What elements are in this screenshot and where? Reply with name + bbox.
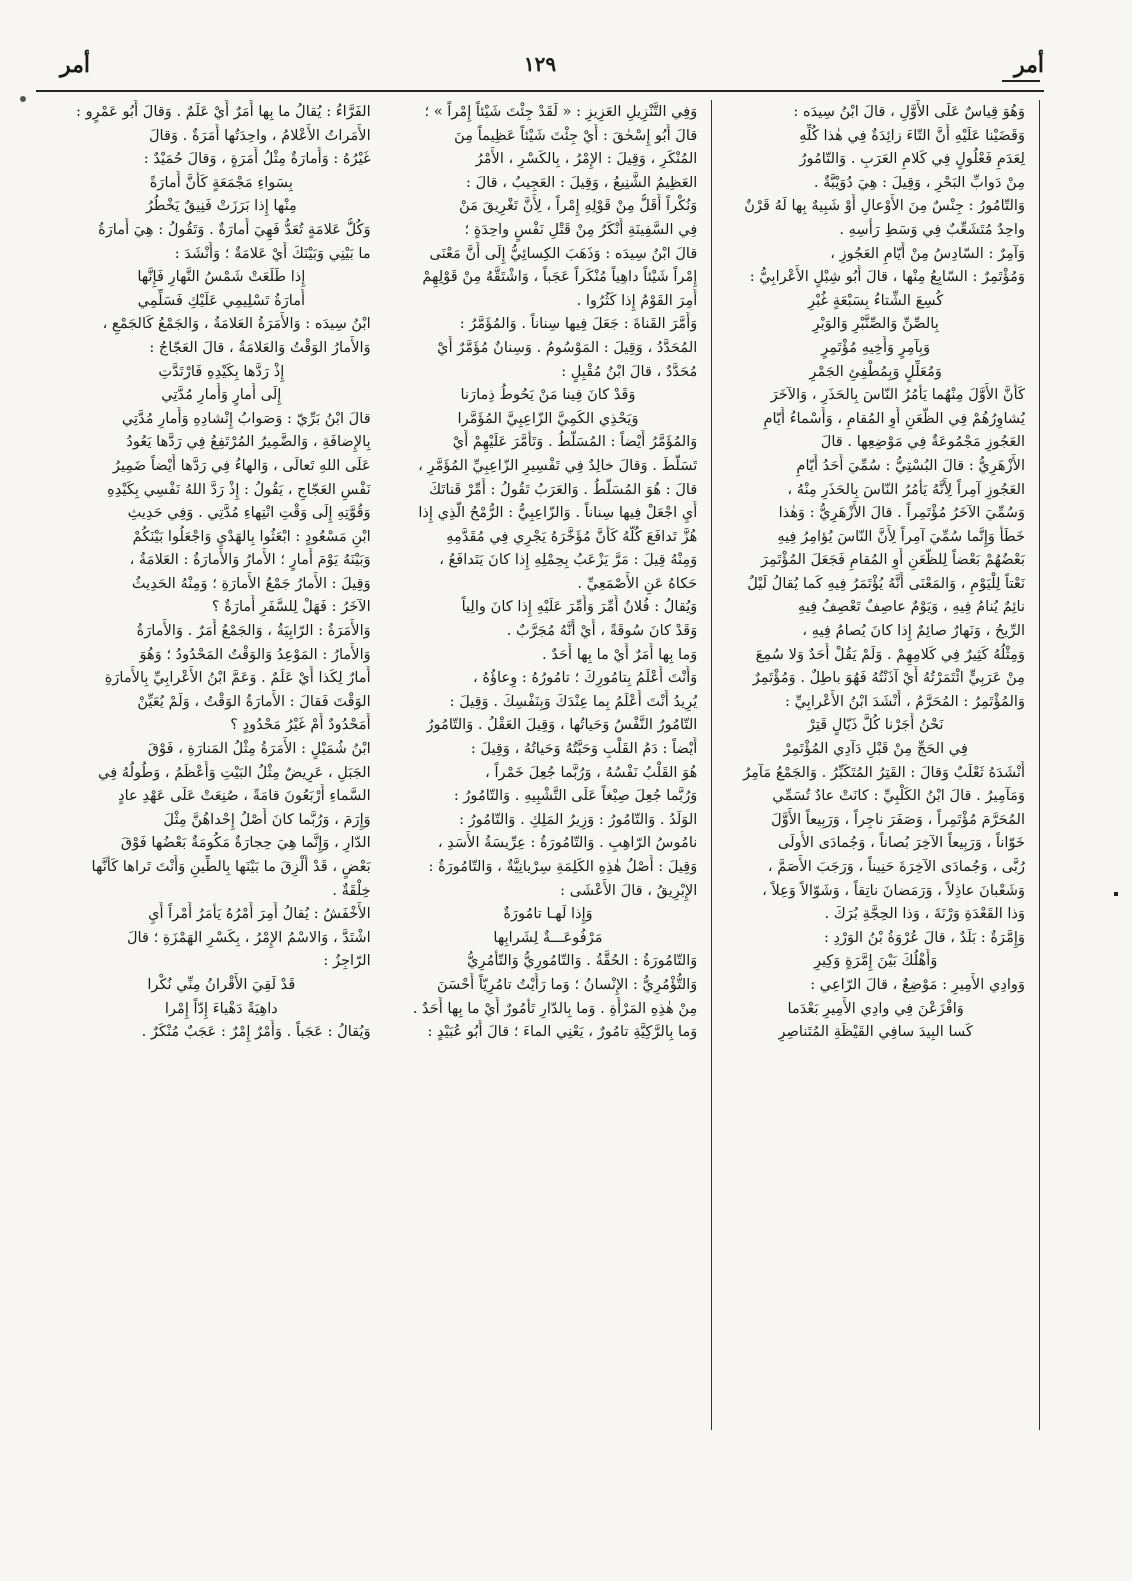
text-line: الآخَرُ : فَهَلْ لِلسَّفَرِ أَمارَةٌ ؟ xyxy=(211,598,371,616)
text-line: وَمِثْلُهُ كَثِيرٌ فِي كَلامِهِمْ . وَلَمْ يَقُلْ أَحَدٌ وَلا سُمِعَ xyxy=(755,645,1026,663)
verse-line: وَيَحْذِي الكَمِيَّ الزّاعِبِيَّ المُؤَمَّرا xyxy=(457,409,639,427)
text-line: نَعْتاً لِلْيَوْمِ ، وَالمَعْنَى أَنَّهُ يُؤْتَمَرُ فِيهِ كَما يُقالُ لَيْلٌ xyxy=(747,574,1026,592)
text-line: بِالإِضافَةِ ، وَالضَّمِيرُ المُرْتَفِعُ فِي رَدَّها يَعُودُ xyxy=(126,433,371,451)
text-line: الإِبْرِيقُ ، قالَ الأَعْشَى : xyxy=(560,881,698,899)
text-line: هُوَ القَلْبُ نَفْسُهُ ، وَرُبَّما جُعِلَ خَمْراً ، xyxy=(485,763,698,781)
text-line: وَوادِي الأَمِيرِ : مَوْضِعٌ ، قالَ الرّاعِي : xyxy=(810,975,1026,993)
text-line: وَيُقالُ : فُلانٌ أُمِّرَ وَأُمِّرَ عَلَيْهِ إِذا كانَ والِياً xyxy=(461,598,698,616)
text-line: وَالأَمارُ : المَوْعِدُ وَالوَقْتُ المَحْدُودُ ؛ وَهُوَ xyxy=(139,645,371,663)
text-line: وَالتّامُورُ : جِنْسٌ مِنَ الأَوْعالِ أَوْ شَبِيهٌ بِها لَهُ قَرْنٌ xyxy=(744,197,1026,215)
text-line: الفَرَّاءُ : يُقالُ ما بِها أَمَرٌ أَيْ عَلَمٌ . وَقالَ أَبُو عَمْرٍو : xyxy=(76,103,371,120)
text-line: وَأَنْتَ أَعْلَمُ بِتامُورِكَ ؛ تامُورُهُ : وِعاؤُهُ ، xyxy=(473,669,698,687)
text-line: الأَخْفَشُ : يُقالُ أَمِرَ أَمْرُهُ يَأْمَرُ أَمْراً أَيِ xyxy=(148,905,371,923)
text-line: الرِّيحُ ، وَنَهارٌ صائِمٌ إِذا كانَ يُصامُ فِيهِ ، xyxy=(802,622,1026,640)
verse-line: إِلَى أَمارٍ وَأَمارِ مُدَّتِي xyxy=(161,386,282,404)
verse-line: قَدْ لَقِيَ الأَقْرانُ مِنِّي نُكْرا xyxy=(147,975,296,993)
text-line: وَمِنْهُ قِيلَ : مَرَّ يَزْعَبُ بِحِمْلِهِ إِذا كانَ يَتَدافَعُ ، xyxy=(439,551,698,569)
text-line: فِي السَّفِينَةِ أَنْكَرُ مِنْ قَتْلِ نَفْسٍ واحِدَةٍ ؛ xyxy=(464,220,698,238)
text-line: ما بَيْنِي وَبَيْنَكَ أَيْ عَلامَةٌ ؛ وَأَنْشَدَ : xyxy=(174,244,371,262)
verse-line: وَمُعَلِّلٍ وَبِمُطْفِئِ الجَمْرِ xyxy=(809,362,942,380)
text-line: وَفِي التَّنْزِيلِ العَزِيزِ : « لَقَدْ جِئْتَ شَيْئاً إِمْراً » ؛ xyxy=(424,103,698,120)
text-line: بَعْضُهُمْ بَعْضاً لِلظَّعَنِ أَوِ المُقامِ فَجَعَلَ المُؤْتَمِرَ xyxy=(760,551,1026,569)
text-line: المُحَرَّمَ مُؤْتَمِراً ، وَصَفَرَ ناجِراً ، وَرَبِيعاً الأَوَّلَ xyxy=(771,810,1026,828)
text-line: يُرِيدُ أَنْتَ أَعْلَمُ بِما عِنْدَكَ وَبِنَفْسِكَ . وَقِيلَ : xyxy=(449,692,698,710)
text-line: وَأَمَّرَ القَناةَ : جَعَلَ فِيها سِناناً . وَالمُؤَمَّرُ : xyxy=(459,315,698,333)
text-line: واحِدٌ مُتَشَعِّبٌ فِي وَسَطِ رَأْسِهِ . xyxy=(839,220,1026,238)
text-line: وَإِمَّرَةٌ : بَلَدٌ ، قالَ عُرْوَةُ بْنُ الوَرْدِ : xyxy=(823,928,1026,946)
text-line: كَأَنَّ الأَوَّلَ مِنْهُما يَأْمُرُ النّاسَ بِالحَذَرِ ، وَالآخَرَ xyxy=(770,386,1026,404)
text-line: وَالأَمارُ الوَقْتُ وَالعَلامَةُ ، قالَ العَجّاجُ : xyxy=(149,338,371,356)
text-line: وَقَدْ كانَ سُوقَةً ، أَيْ أَنَّهُ مُجَرَّبٌ . xyxy=(506,622,698,640)
text-line: حَكاهُ عَنِ الأَصْمَعِيِّ . xyxy=(577,574,698,592)
text-line: تَسَلَّطَ . وَقالَ خالِدٌ فِي تَفْسِيرِ الزّاعِبِيِّ المُؤَمَّرِ ، xyxy=(418,456,698,474)
text-line: وَالمُؤَمَّرُ أَيْضاً : المُسَلَّطُ . وَتَأَمَّرَ عَلَيْهِمْ أَيْ xyxy=(452,433,698,451)
text-line: وَقِيلَ : أَصْلُ هٰذِهِ الكَلِمَةِ سِرْيانِيَّةٌ ، وَالتّامُورَةُ : xyxy=(428,858,698,875)
text-line: رُبَّى ، وَجُمادَى الآخِرَةَ حَنِيناً ، وَرَجَبَ الأَصَمَّ ، xyxy=(767,858,1026,875)
text-line: خَطَأٌ وَإِنَّما سُمِّيَ آمِراً لِأَنَّ النّاسَ يُؤامِرُ فِيهِ xyxy=(777,527,1026,545)
running-headword-right: أمر xyxy=(1013,52,1044,78)
verse-line: وَقَدْ كانَ فِينا مَنْ يَحُوطُ ذِمارَنا xyxy=(460,386,636,404)
text-line: وَبَيْنَهُ يَوْمَ أَمارٍ ؛ الأَمارُ وَالأَمارَةُ : العَلامَةُ ، xyxy=(129,551,371,569)
verse-line: أَمارَةُ تَسْلِيمِي عَلَيْكِ فَسَلِّمِي xyxy=(137,291,306,309)
text-line: أَيْضاً : دَمُ القَلْبِ وَحَبَّتُهُ وَحَياتُهُ ، وَقِيلَ : xyxy=(470,740,698,758)
text-line: اشْتَدَّ ، وَالاسْمُ الإِمْرُ ، بِكَسْرِ الهَمْزَةِ ؛ قالَ xyxy=(126,928,371,946)
column-middle xyxy=(385,100,713,1430)
verse-line: إِذا طَلَعَتْ شَمْسُ النَّهارِ فَإِنَّها xyxy=(137,268,306,286)
verse-line: وَافْزَعْنَ فِي وادِي الأَمِيرِ بَعْدَما xyxy=(787,999,964,1017)
text-line: وَالمُؤْتَمِرُ : المُحَرَّمُ ، أَنْشَدَ ابْنُ الأَعْرابِيِّ : xyxy=(785,692,1026,710)
text-line: وَما بِها أَمَرٌ أَيْ ما بِها أَحَدٌ . xyxy=(542,645,698,663)
text-line: أَمَحْدُودٌ أَمْ غَيْرُ مَحْدُودٍ ؟ xyxy=(230,716,371,734)
text-line: وَمُؤْتَمِرٌ : السّابِعُ مِنْها ، قالَ أَبُو شِبْلٍ الأَعْرابِيُّ : xyxy=(749,268,1026,286)
text-line: غَيْرُهُ : وَأَمارَةٌ مِثْلُ أَمَرَةٍ ، وَقالَ حُمَيْدٌ : xyxy=(143,150,371,168)
text-line: وَقُوَّتِهِ إِلَى وَقْتِ انْتِهاءِ مُدَّتِي . وَفِي حَدِيثِ xyxy=(127,504,371,522)
text-line: وَنُكْراً أَقَلُّ مِنْ قَوْلِهِ إِمْراً ، لِأَنَّ تَغْرِيقَ مَنْ xyxy=(459,197,698,215)
text-line: ابْنِ مَسْعُودٍ : ابْعَثُوا بِالهَدْيِ وَاجْعَلُوا بَيْنَكُمْ xyxy=(132,527,371,545)
text-line: وَكُلُّ عَلامَةٍ تُعَدُّ فَهِيَ أَمارَةٌ . وَتَقُولُ : هِيَ أَمارَةُ xyxy=(98,220,371,238)
text-line: قالَ ابْنُ سِيدَه : وَذَهَبَ الكِسائِيُّ إِلَى أَنَّ مَعْنَى xyxy=(429,244,698,262)
verse-line: كُسِعَ الشِّتاءُ بِسَبْعَةٍ غُبْرِ xyxy=(808,291,944,309)
text-line: التّامُورُ النَّفْسُ وَحَياتُها ، وَقِيلَ العَقْلُ . وَالتّامُورُ xyxy=(426,716,698,734)
column-right xyxy=(58,100,385,1430)
text-line: إِمْراً شَيْئاً داهِياً مُنْكَراً عَجَباً ، وَاشْتَقَّهُ مِنْ قَوْلِهِمْ xyxy=(422,268,698,286)
text-line: ابْنُ شُمَيْلٍ : الأَمَرَةُ مِثْلُ المَنارَةِ ، فَوْقَ xyxy=(147,740,371,758)
text-line: الرّاجِزُ : xyxy=(323,952,371,970)
text-line: وَسُمِّيَ الآخَرُ مُؤْتَمِراً . قالَ الأَزْهَرِيُّ : وَهٰذا xyxy=(778,504,1026,522)
text-line: العَجُوزِ آمِراً لِأَنَّهُ يَأْمُرُ النّاسَ بِالحَذَرِ مِنْهُ ، xyxy=(787,480,1026,498)
margin-mark xyxy=(1114,892,1118,896)
text-line: وَالتُّؤْمُرِيُّ : الإِنْسانُ ؛ وَما رَأَيْتُ تامُرِيّاً أَحْسَنَ xyxy=(437,975,698,993)
verse-line: وَأَهْلُكَ بَيْنَ إِمَّرَةٍ وَكِيرِ xyxy=(813,952,938,970)
running-headword-left: أمر xyxy=(60,52,91,78)
text-line: نائِمٌ يُنامُ فِيهِ ، وَيَوْمٌ عاصِفٌ تَعْصِفُ فِيهِ xyxy=(797,598,1026,616)
text-line: بَعْضٍ ، قَدْ أُلْزِقَ ما بَيْنَها بِالطِّينِ وَأَنْتَ تَراها كَأَنَّها xyxy=(91,858,371,875)
verse-line: بِالصِّنِّ وَالصِّنَّبْرِ وَالوَبْرِ xyxy=(812,315,939,333)
text-line: ابْنُ سِيدَه : وَالأَمَرَةُ العَلامَةُ ، وَالجَمْعُ كَالجَمْعِ ، xyxy=(102,315,371,333)
text-line: وَإِرَمَ ، وَرُبَّما كانَ أَصْلُ إِحْداهُنَّ مِثْلَ xyxy=(163,810,371,828)
text-line: قالَ : هُوَ المُسَلَّطُ . وَالعَرَبُ تَقُولُ : أَمِّرْ قَناتَكَ xyxy=(429,480,698,498)
text-line: وَآمِرٌ : السّادِسُ مِنْ أَيّامِ العَجُوزِ ، xyxy=(830,244,1026,262)
text-line: الأَمَراتُ الأَعْلامُ ، واحِدَتُها أَمَرَةٌ . وَقالَ xyxy=(148,126,371,144)
verse-line: كَسا البِيدَ سافِي القَيْظَةِ المُتَناصِرِ xyxy=(778,1023,973,1041)
header-tick-rule xyxy=(1002,80,1040,82)
text-line: مِنْ دَوابِّ البَحْرِ ، وَقِيلَ : هِيَ دُوَيْبَّةٌ . xyxy=(813,173,1026,191)
text-line: أَمارٌ لِكَذا أَيْ عَلَمٌ . وَعَمَّ ابْنُ الأَعْرابِيِّ بِالأَمارَةِ xyxy=(104,669,371,687)
text-line: السَّماءِ أَرْبَعُونَ قامَةً ، صُنِعَتْ عَلَى عَهْدِ عادٍ xyxy=(118,787,371,805)
text-line: قالَ أَبُو إِسْحٰقَ : أَيْ جِئْتَ شَيْئاً عَظِيماً مِنَ xyxy=(454,126,698,144)
text-line: الجَبَلِ ، عَرِيضٌ مِثْلُ البَيْتِ وَأَعْظَمُ ، وَطُولُهُ فِي xyxy=(98,763,371,781)
text-line: العَظِيمُ الشَّنِيعُ ، وَقِيلَ : العَجِيبُ ، قالَ : xyxy=(466,173,698,191)
text-line: العَجُوزِ مَجْمُوعَةٌ فِي مَوْضِعِها . قالَ xyxy=(820,433,1026,451)
verse-line: وَبِآمِرٍ وَأَخِيهِ مُؤْتَمِرٍ xyxy=(821,338,931,356)
text-line: مُحَدَّدٌ ، قالَ ابْنُ مُقْبِلٍ : xyxy=(561,362,698,380)
text-line: يُشاوِرُهُمْ فِي الظَّعَنِ أَوِ المُقامِ ، وَأَسْماءُ أَيّامِ xyxy=(763,409,1026,427)
text-line: وَشَعْبانَ عاذِلاً ، وَرَمَضانَ ناتِقاً ، وَشَوّالاً وَعِلاً ، xyxy=(762,881,1026,899)
text-line: نامُوسُ الرّاهِبِ . وَالتّامُورَةُ : عِرِّيسَةُ الأَسَدِ ، xyxy=(437,834,698,852)
text-line: أَنْشَدَهُ ثَعْلَبٌ وَقالَ : القَتِرُ المُتَكَبِّرُ . وَالجَمْعُ مَآمِرُ xyxy=(743,763,1026,781)
text-columns xyxy=(58,100,1040,1430)
text-line: مِنْ عَرَبِيٍّ ائْتَمَرْتُهُ أَيْ آذَنْتُهُ فَهُوَ باطِلٌ . وَمُؤْتَمِرٌ xyxy=(752,669,1026,687)
column-left xyxy=(712,100,1040,1430)
text-line: وَما بِالرَّكِيَّةِ تامُورٌ ، يَعْنِي الماءَ ؛ قالَ أَبُو عُبَيْدٍ : xyxy=(427,1023,698,1041)
text-line: خِلْقَةٌ . xyxy=(332,881,371,899)
verse-line: بِسَواءِ مَجْمَعَةٍ كَأَنَّ أَمارَةً xyxy=(149,173,293,191)
scan-mark xyxy=(20,96,26,102)
text-line: أَيِ اجْعَلْ فِيها سِناناً . وَالزّاعِبِيُّ : الرُّمْحُ الَّذِي إِذا xyxy=(418,504,698,522)
verse-line: إِذْ رَدَّها بِكَيْدِهِ فَارْتَدَّتِ xyxy=(158,362,285,380)
text-line: الأَزْهَرِيُّ : قالَ البُسْتِيُّ : سُمِّيَ أَحَدُ أَيّامِ xyxy=(796,456,1026,474)
text-line: نَفْسِ العَجّاجِ ، يَقُولُ : إِذْ رَدَّ اللهُ نَفْسِي بِكَيْدِهِ xyxy=(107,480,371,498)
verse-line: نَحْنُ أَجَرْنا كُلَّ ذَيّالٍ قَتِرْ xyxy=(807,716,944,734)
text-line: عَلَى اللهِ تَعالَى ، وَالهاءُ فِي رَدَّها أَيْضاً ضَمِيرُ xyxy=(112,456,371,474)
page-number: ١٢٩ xyxy=(523,52,557,76)
text-line: الدّارِ ، وَإِنَّما هِيَ حِجارَةٌ مَكُومَةٌ بَعْضُها فَوْقَ xyxy=(120,834,371,852)
text-line: وَرُبَّما جُعِلَ صِبْغاً عَلَى التَّشْبِيهِ . وَالتّامُورُ : xyxy=(453,787,698,805)
text-line: وَمَآمِيرُ . قالَ ابْنُ الكَلْبِيِّ : كانَتْ عادٌ تُسَمِّي xyxy=(772,787,1026,805)
text-line: وَقِيلَ : الأَمارُ جَمْعُ الأَمارَةِ ؛ وَمِنْهُ الحَدِيثُ xyxy=(131,574,371,592)
text-line: المُنْكَرِ ، وَقِيلَ : الإِمْرُ ، بِالكَسْرِ ، الأَمْرُ xyxy=(475,150,698,168)
text-line: خَوّاناً ، وَرَبِيعاً الآخِرَ بُصاناً ، وَجُمادَى الأُولَى xyxy=(777,834,1026,852)
text-line: وَقَضَيْنا عَلَيْهِ أَنَّ التّاءَ زائِدَةٌ فِي هٰذا كُلِّهِ xyxy=(799,126,1026,144)
text-line: الوَقْتَ فَقالَ : الأَمارَةُ الوَقْتُ ، وَلَمْ يُعَيِّنْ xyxy=(137,692,371,710)
header-rule xyxy=(36,90,1044,92)
text-line: وَذا القَعْدَةِ وَرْنَةَ ، وَذا الحِجَّةِ بُرَكَ . xyxy=(824,905,1026,923)
text-line: لِعَدَمِ فَعْلُولٍ فِي كَلامِ العَرَبِ . وَالتّامُورُ xyxy=(799,150,1026,168)
verse-line: داهِيَةً دَهْياءَ إِدّاً إِمْرا xyxy=(164,999,278,1017)
verse-line: مِنْها إِذا بَرَزَتْ فَنِيقٌ يَخْطُرُ xyxy=(145,197,297,215)
page-header xyxy=(36,52,1044,92)
verse-line: فِي الحَجِّ مِنْ قَبْلِ دَآدِي المُؤْتَمِرْ xyxy=(783,740,968,758)
text-line: وَهُوَ قِياسٌ عَلَى الأَوَّلِ ، قالَ ابْنُ سِيدَه : xyxy=(793,103,1026,120)
text-line: وَالأَمَرَةُ : الرّابِيَةُ ، وَالجَمْعُ أَمَرٌ . وَالأَمارَةُ xyxy=(136,622,371,640)
text-line: وَيُقالُ : عَجَباً . وَأَمْرٌ إِمْرٌ : عَجَبٌ مُنْكَرٌ . xyxy=(141,1023,371,1041)
text-line: وَالتّامُورَةُ : الحُقَّةُ . وَالتّامُورِيُّ وَالتّأْمُرِيُّ xyxy=(467,952,698,970)
verse-line: وَإِذا لَهـا تامُورَةٌ xyxy=(503,905,593,923)
text-line: الوَلَدُ . وَالتّامُورُ : وَزِيرُ المَلِكِ . وَالتّامُورُ : xyxy=(459,810,698,828)
text-line: مِنْ هٰذِهِ المَرْأَةِ . وَما بِالدّارِ تَأْمُورٌ أَيْ ما بِها أَحَدٌ . xyxy=(412,999,698,1017)
text-line: المُحَدَّدُ ، وَقِيلَ : المَوْسُومُ . وَسِنانٌ مُؤَمَّرٌ أَيْ xyxy=(437,338,698,356)
text-line: هُزَّ تَدافَعَ كُلُّهُ كَأَنَّ مُؤَخَّرَهُ يَجْرِي فِي مُقَدَّمِهِ xyxy=(446,527,698,545)
verse-line: مَرْفُوعَـــةٌ لِشَرابِها xyxy=(493,928,603,946)
text-line: قالَ ابْنُ بَرِّيّ : وَصَوابُ إِنْشادِهِ وَأَمارِ مُدَّتِي xyxy=(121,409,371,427)
text-line: أَمِرَ القَوْمُ إِذا كَثُرُوا . xyxy=(576,291,698,309)
